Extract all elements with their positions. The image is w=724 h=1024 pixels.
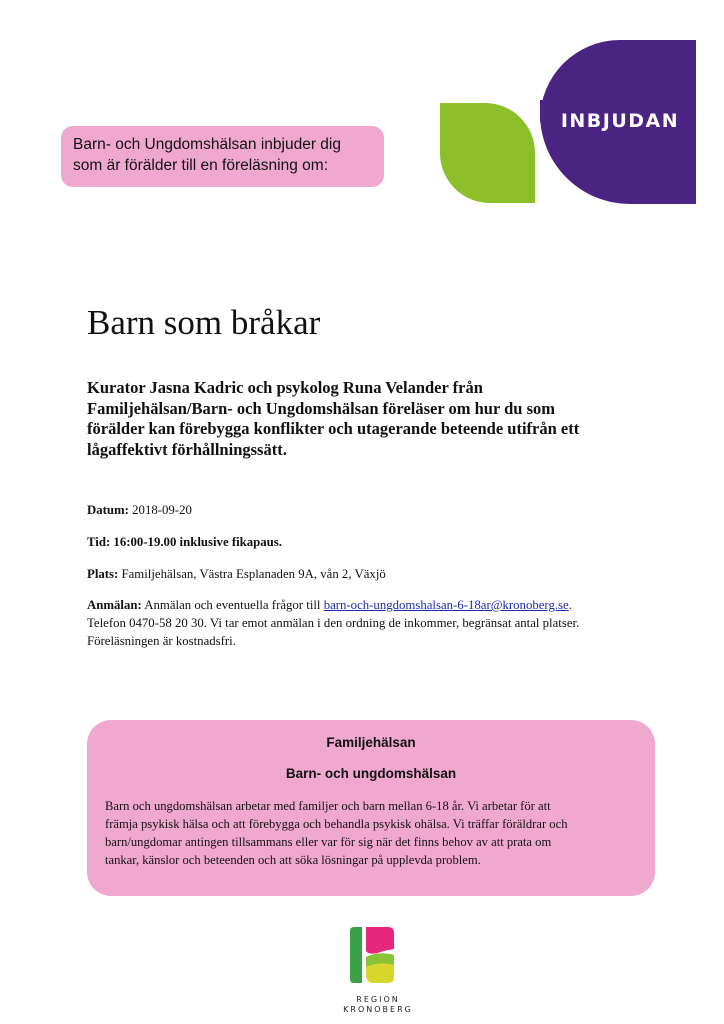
info-box-title: Familjehälsan xyxy=(326,735,416,750)
plats-value: Familjehälsan, Västra Esplanaden 9A, vån 2, Växjö xyxy=(118,567,386,581)
anmalan-line-3: Föreläsningen är kostnadsfri. xyxy=(87,634,236,648)
invite-line: som är förälder till en föreläsning om: xyxy=(73,157,329,174)
email-suffix: . xyxy=(568,598,572,612)
invite-box xyxy=(61,126,384,187)
region-kronoberg-logo xyxy=(342,925,414,987)
lead-line: förälder kan förebygga konflikter och utagerande beteende utifrån ett xyxy=(87,419,580,438)
lead-paragraph xyxy=(87,378,647,460)
datum-value: 2018-09-20 xyxy=(128,503,192,517)
page-title: Barn som bråkar xyxy=(87,303,321,342)
email-link[interactable]: barn-och-ungdomshalsan-6-18ar@kronoberg.se xyxy=(323,598,569,612)
tid-row xyxy=(87,533,667,551)
logo-line: KRONOBERG xyxy=(343,1005,413,1014)
anmalan-value: Anmälan och eventuella frågor till xyxy=(141,598,324,612)
anmalan-block xyxy=(87,596,667,650)
tid-label: Tid: 16:00-19.00 inklusive fikapaus. xyxy=(87,535,282,549)
logo-text xyxy=(330,995,426,1015)
anmalan-label: Anmälan: xyxy=(87,598,142,612)
plats-label: Plats: xyxy=(87,567,119,581)
inbjudan-badge: INBJUDAN xyxy=(560,110,680,132)
logo-line: REGION xyxy=(356,995,400,1004)
lead-line: Familjehälsan/Barn- och Ungdomshälsan föreläser om hur du som xyxy=(87,398,556,418)
datum-row xyxy=(87,501,667,519)
green-leaf-shape xyxy=(440,103,535,203)
anmalan-line-1 xyxy=(87,596,667,614)
datum-label: Datum: xyxy=(87,503,129,517)
plats-row xyxy=(87,565,667,583)
info-box-line: Barn och ungdomshälsan arbetar med familjer och barn mellan 6-18 år. Vi arbetar för att xyxy=(105,799,551,813)
invite-line: Barn- och Ungdomshälsan inbjuder dig xyxy=(73,136,341,153)
info-box-line: tankar, känslor och beteenden och att söka lösningar på upplevda problem. xyxy=(105,853,481,867)
lead-line: Kurator Jasna Kadric och psykolog Runa Velander från xyxy=(87,378,483,397)
info-box-line: främja psykisk hälsa och att förebygga och behandla psykisk ohälsa. Vi träffar föräldrar och xyxy=(105,817,568,831)
info-box-line: barn/ungdomar antingen tillsammans eller var för sig när det finns behov av att prata om xyxy=(105,835,552,849)
lead-line: lågaffektivt förhållningssätt. xyxy=(87,439,287,459)
logo-mark-icon xyxy=(342,925,414,987)
info-box-subtitle: Barn- och ungdomshälsan xyxy=(285,766,457,781)
info-box-text xyxy=(105,797,645,869)
anmalan-line-2: Telefon 0470-58 20 30. Vi tar emot anmälan i den ordning de inkommer, begränsat antal platser. xyxy=(87,616,580,630)
